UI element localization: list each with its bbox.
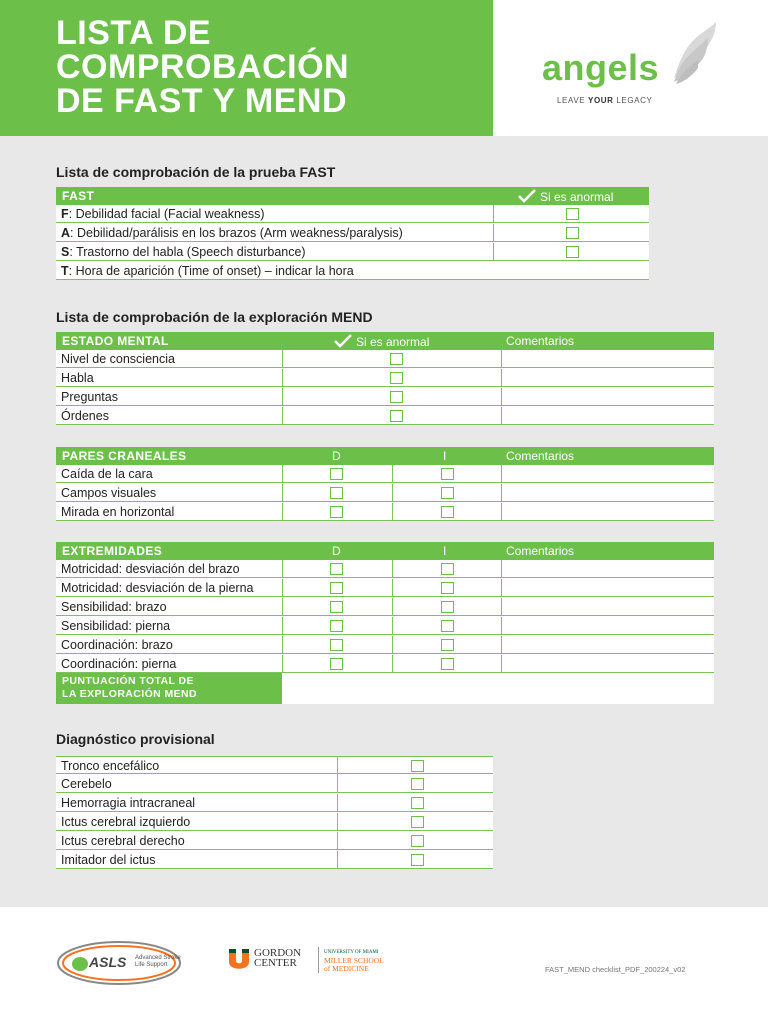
cranial-row: Caída de la cara bbox=[56, 465, 714, 483]
extremities-row: Motricidad: desviación de la pierna bbox=[56, 579, 714, 597]
comment-cell[interactable] bbox=[501, 598, 714, 616]
extremities-row: Sensibilidad: pierna bbox=[56, 617, 714, 635]
comment-cell[interactable] bbox=[501, 655, 714, 673]
fast-header-label: FAST bbox=[62, 189, 95, 203]
fast-row-a: A: Debilidad/parálisis en los brazos (Arm weakness/paralysis) bbox=[56, 224, 649, 242]
left-checkbox[interactable] bbox=[441, 506, 454, 518]
diagnosis-checkbox[interactable] bbox=[411, 854, 424, 866]
diagnosis-checkbox[interactable] bbox=[411, 835, 424, 847]
extremities-row: Motricidad: desviación del brazo bbox=[56, 560, 714, 578]
mental-checkbox[interactable] bbox=[390, 391, 403, 403]
comment-cell[interactable] bbox=[501, 617, 714, 635]
mental-status-table bbox=[56, 332, 714, 425]
cranial-nerves-table bbox=[56, 447, 714, 521]
cranial-nerves-header: PARES CRANEALES D I Comentarios bbox=[56, 447, 714, 465]
right-checkbox[interactable] bbox=[330, 506, 343, 518]
fast-row-t: T: Hora de aparición (Time of onset) – indicar la hora bbox=[56, 262, 649, 280]
header bbox=[0, 0, 768, 136]
comment-cell[interactable] bbox=[501, 407, 714, 425]
diagnosis-row: Hemorragia intracraneal bbox=[56, 794, 493, 812]
diagnosis-row: Tronco encefálico bbox=[56, 756, 493, 774]
mental-checkbox[interactable] bbox=[390, 353, 403, 365]
footer bbox=[0, 907, 768, 1024]
u-logo-icon bbox=[228, 947, 250, 971]
mend-section-title: Lista de comprobación de la exploración MEND bbox=[56, 309, 373, 325]
extremities-row: Coordinación: pierna bbox=[56, 655, 714, 673]
comment-cell[interactable] bbox=[501, 560, 714, 578]
fast-table bbox=[56, 187, 649, 280]
right-checkbox[interactable] bbox=[330, 658, 343, 670]
mental-status-header: ESTADO MENTAL Si es anormal Comentarios bbox=[56, 332, 714, 350]
diagnosis-checkbox[interactable] bbox=[411, 778, 424, 790]
extremities-header: EXTREMIDADES D I Comentarios bbox=[56, 542, 714, 560]
comment-cell[interactable] bbox=[501, 579, 714, 597]
mental-row: Preguntas bbox=[56, 388, 714, 406]
right-checkbox[interactable] bbox=[330, 601, 343, 613]
mend-total-field[interactable] bbox=[282, 673, 714, 704]
diagnosis-row: Imitador del ictus bbox=[56, 851, 493, 869]
extremities-row: Sensibilidad: brazo bbox=[56, 598, 714, 616]
left-checkbox[interactable] bbox=[441, 658, 454, 670]
left-checkbox[interactable] bbox=[441, 601, 454, 613]
comment-cell[interactable] bbox=[501, 369, 714, 387]
fast-row-s: S: Trastorno del habla (Speech disturbance) bbox=[56, 243, 649, 261]
document-code: FAST_MEND checklist_PDF_200224_v02 bbox=[545, 965, 686, 974]
diagnosis-row: Ictus cerebral derecho bbox=[56, 832, 493, 850]
diagnosis-section-title: Diagnóstico provisional bbox=[56, 731, 215, 747]
main-content bbox=[0, 136, 768, 907]
page-title: LISTA DE COMPROBACIÓN DE FAST Y MEND bbox=[56, 14, 350, 120]
mental-checkbox[interactable] bbox=[390, 410, 403, 422]
title-block bbox=[0, 0, 493, 136]
right-checkbox[interactable] bbox=[330, 563, 343, 575]
fast-checkbox-f[interactable] bbox=[566, 208, 579, 220]
fast-checkbox-a[interactable] bbox=[566, 227, 579, 239]
cranial-row: Mirada en horizontal bbox=[56, 503, 714, 521]
diagnosis-row: Ictus cerebral izquierdo bbox=[56, 813, 493, 831]
logo-wordmark: angels bbox=[542, 47, 660, 88]
left-checkbox[interactable] bbox=[441, 620, 454, 632]
fast-checkbox-s[interactable] bbox=[566, 246, 579, 258]
cranial-row: Campos visuales bbox=[56, 484, 714, 502]
diagnosis-checkbox[interactable] bbox=[411, 760, 424, 772]
wing-icon bbox=[668, 20, 720, 92]
diagnosis-checkbox[interactable] bbox=[411, 816, 424, 828]
extremities-table bbox=[56, 542, 714, 704]
left-checkbox[interactable] bbox=[441, 468, 454, 480]
left-checkbox[interactable] bbox=[441, 563, 454, 575]
diagnosis-checkbox[interactable] bbox=[411, 797, 424, 809]
fast-header-abnormal: Si es anormal bbox=[518, 189, 613, 204]
right-checkbox[interactable] bbox=[330, 468, 343, 480]
extremities-row: Coordinación: brazo bbox=[56, 636, 714, 654]
mental-checkbox[interactable] bbox=[390, 372, 403, 384]
angels-logo bbox=[540, 20, 730, 110]
gordon-center-logo: GORDON CENTER UNIVERSITY OF MIAMI MILLER SCHOOL of MEDICINE bbox=[228, 947, 398, 977]
right-checkbox[interactable] bbox=[330, 620, 343, 632]
comment-cell[interactable] bbox=[501, 503, 714, 521]
mental-row: Habla bbox=[56, 369, 714, 387]
right-checkbox[interactable] bbox=[330, 487, 343, 499]
left-checkbox[interactable] bbox=[441, 582, 454, 594]
mental-row: Nivel de consciencia bbox=[56, 350, 714, 368]
mend-total-label: PUNTUACIÓN TOTAL DE LA EXPLORACIÓN MEND bbox=[56, 673, 282, 704]
checkmark-icon bbox=[334, 334, 352, 348]
comment-cell[interactable] bbox=[501, 388, 714, 406]
diagnosis-row: Cerebelo bbox=[56, 775, 493, 793]
diagnosis-table bbox=[56, 756, 493, 869]
comment-cell[interactable] bbox=[501, 350, 714, 368]
checkmark-icon bbox=[518, 189, 536, 203]
fast-section-title: Lista de comprobación de la prueba FAST bbox=[56, 164, 336, 180]
fast-row-f: F: Debilidad facial (Facial weakness) bbox=[56, 205, 649, 223]
right-checkbox[interactable] bbox=[330, 582, 343, 594]
asls-logo: ASLS Advanced Stroke Life Support bbox=[56, 940, 182, 986]
right-checkbox[interactable] bbox=[330, 639, 343, 651]
logo-tagline: LEAVE YOUR LEGACY bbox=[557, 96, 653, 105]
comment-cell[interactable] bbox=[501, 465, 714, 483]
left-checkbox[interactable] bbox=[441, 639, 454, 651]
left-checkbox[interactable] bbox=[441, 487, 454, 499]
fast-table-header bbox=[56, 187, 649, 205]
mental-row: Órdenes bbox=[56, 407, 714, 425]
comment-cell[interactable] bbox=[501, 636, 714, 654]
comment-cell[interactable] bbox=[501, 484, 714, 502]
